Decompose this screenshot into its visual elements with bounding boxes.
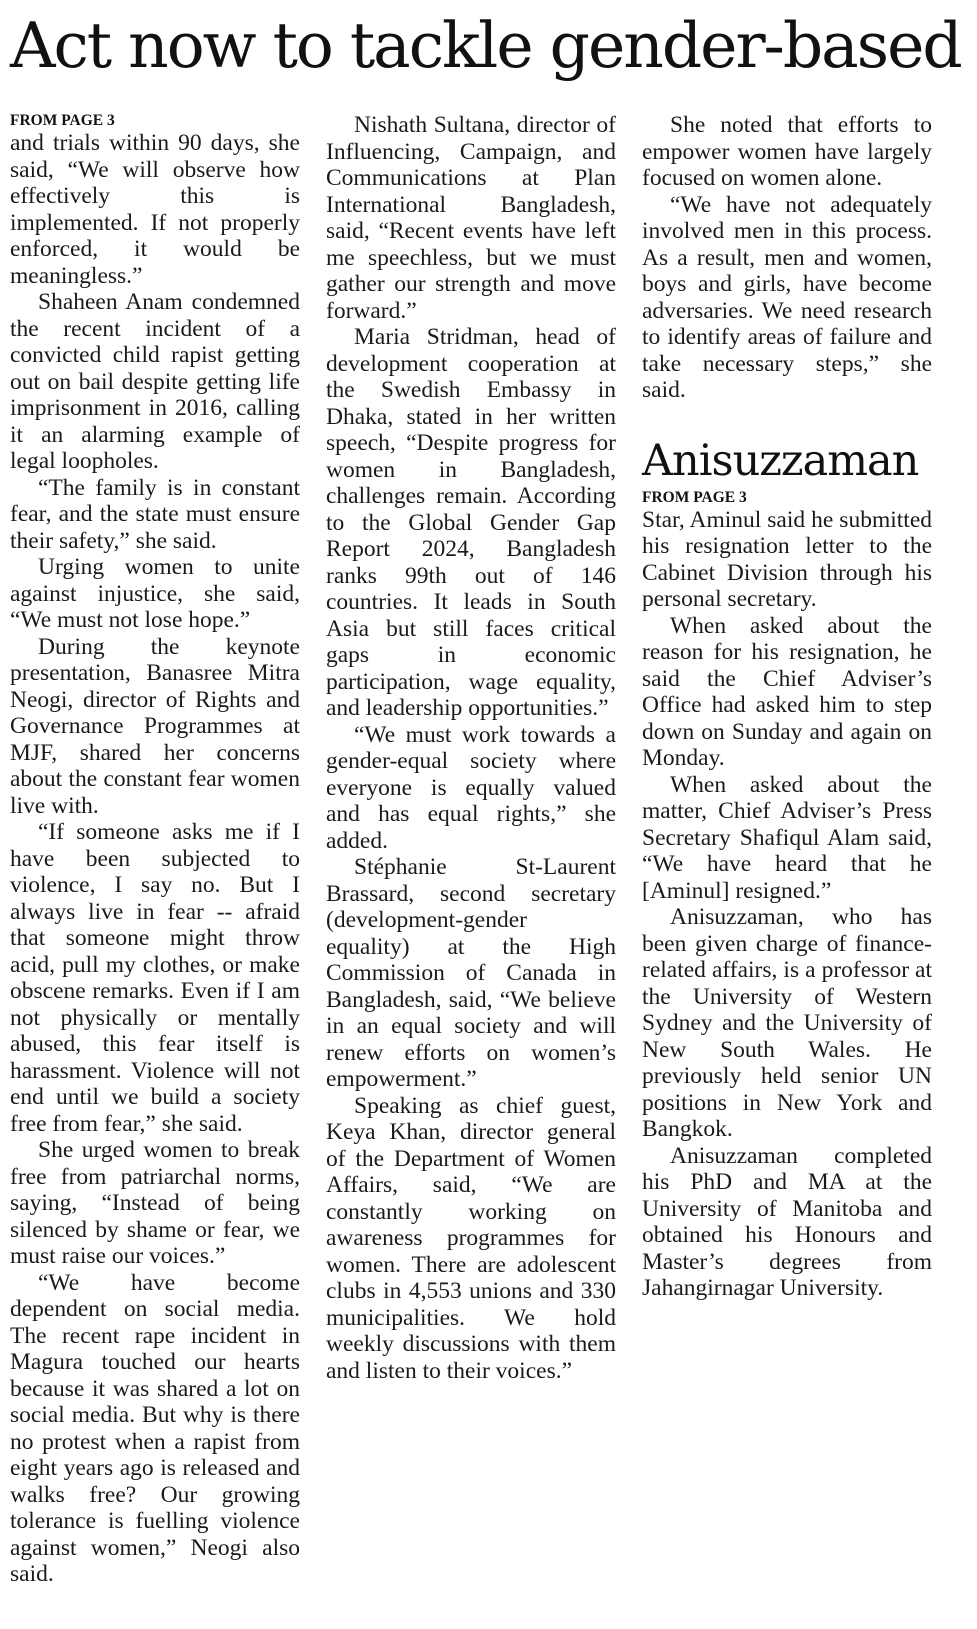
paragraph: and trials within 90 days, she said, “We will observe how effectively this is implemented. If not properly enforced, it would be meaningless.”	[10, 130, 300, 289]
article-column-2	[326, 112, 616, 1384]
paragraph: Nishath Sultana, director of Influencing, Campaign, and Communications at Plan International Bangladesh, said, “Recent events have left me speechless, but we must gather our strength and move forward.”	[326, 112, 616, 324]
jump-label: FROM PAGE 3	[642, 488, 747, 506]
paragraph: Anisuzzaman completed his PhD and MA at the University of Manitoba and obtained his Honours and Master’s degrees from Jahangirnagar University.	[642, 1142, 932, 1301]
paragraph: Shaheen Anam condemned the recent incident of a convicted child rapist getting out on bail despite getting life imprisonment in 2016, calling it an alarming example of legal loopholes.	[10, 289, 300, 474]
article-column-1	[10, 112, 300, 1588]
paragraph: Speaking as chief guest, Keya Khan, director general of the Department of Women Affairs, said, “We are constantly working on awareness programmes for women. There are adolescent clubs in 4,553 unions and 330 municipalities. We hold weekly discussions with them and listen to their voices.”	[326, 1092, 616, 1384]
jump-label: FROM PAGE 3	[10, 112, 115, 129]
paragraph: When asked about the reason for his resignation, he said the Chief Adviser’s Office had asked him to step down on Sunday and again on Monday.	[642, 612, 932, 771]
paragraph: She urged women to break free from patriarchal norms, saying, “Instead of being silenced by shame or fear, we must raise our voices.”	[10, 1137, 300, 1269]
paragraph: During the keynote presentation, Banasree Mitra Neogi, director of Rights and Governance Programmes at MJF, shared her concerns about the constant fear women live with.	[10, 633, 300, 819]
paragraph: Star, Aminul said he submitted his resignation letter to the Cabinet Division through his personal secretary.	[642, 506, 932, 612]
article-headline: Act now to tackle gender-based	[10, 9, 961, 82]
paragraph: Stéphanie St-Laurent Brassard, second secretary (development-gender equality) at the High Commission of Canada in Bangladesh, said, “We believe in an equal society and will renew efforts on women’s empowerment.”	[326, 854, 616, 1092]
paragraph: Anisuzzaman, who has been given charge of finance-related affairs, is a professor at the University of Western Sydney and the University of New South Wales. He previously held senior UN positions in New York and Bangkok.	[642, 904, 932, 1142]
paragraph: When asked about the matter, Chief Adviser’s Press Secretary Shafiqul Alam said, “We have heard that he [Aminul] resigned.”	[642, 771, 932, 904]
paragraph: Maria Stridman, head of development cooperation at the Swedish Embassy in Dhaka, stated in her written speech, “Despite progress for women in Bangladesh, challenges remain. According to the Global Gender Gap Report 2024, Bangladesh ranks 99th out of 146 countries. It leads in South Asia but still faces critical gaps in economic participation, wage equality, and leadership opportunities.”	[326, 324, 616, 721]
article-column-3	[642, 112, 932, 1302]
paragraph: “We must work towards a gender-equal society where everyone is equally valued and has equal rights,” she added.	[326, 721, 616, 854]
second-article-headline: Anisuzzaman	[642, 435, 919, 486]
paragraph: “We have not adequately involved men in this process. As a result, men and women, boys and girls, have become adversaries. We need research to identify areas of failure and take necessary steps,” she said.	[642, 191, 932, 403]
paragraph: Urging women to unite against injustice, she said, “We must not lose hope.”	[10, 554, 300, 633]
paragraph: “If someone asks me if I have been subjected to violence, I say no. But I always live in fear -- afraid that someone might throw acid, pull my clothes, or make obscene remarks. Even if I am not physically or mentally abused, this fear itself is harassment. Violence will not end until we build a society free from fear,” she said.	[10, 819, 300, 1137]
paragraph: “The family is in constant fear, and the state must ensure their safety,” she said.	[10, 474, 300, 554]
paragraph: She noted that efforts to empower women have largely focused on women alone.	[642, 112, 932, 191]
paragraph: “We have become dependent on social media. The recent rape incident in Magura touched our hearts because it was shared a lot on social media. But why is there no protest when a rapist from eight years ago is released and walks free? Our growing tolerance is fuelling violence against women,” Neogi also said.	[10, 1269, 300, 1587]
